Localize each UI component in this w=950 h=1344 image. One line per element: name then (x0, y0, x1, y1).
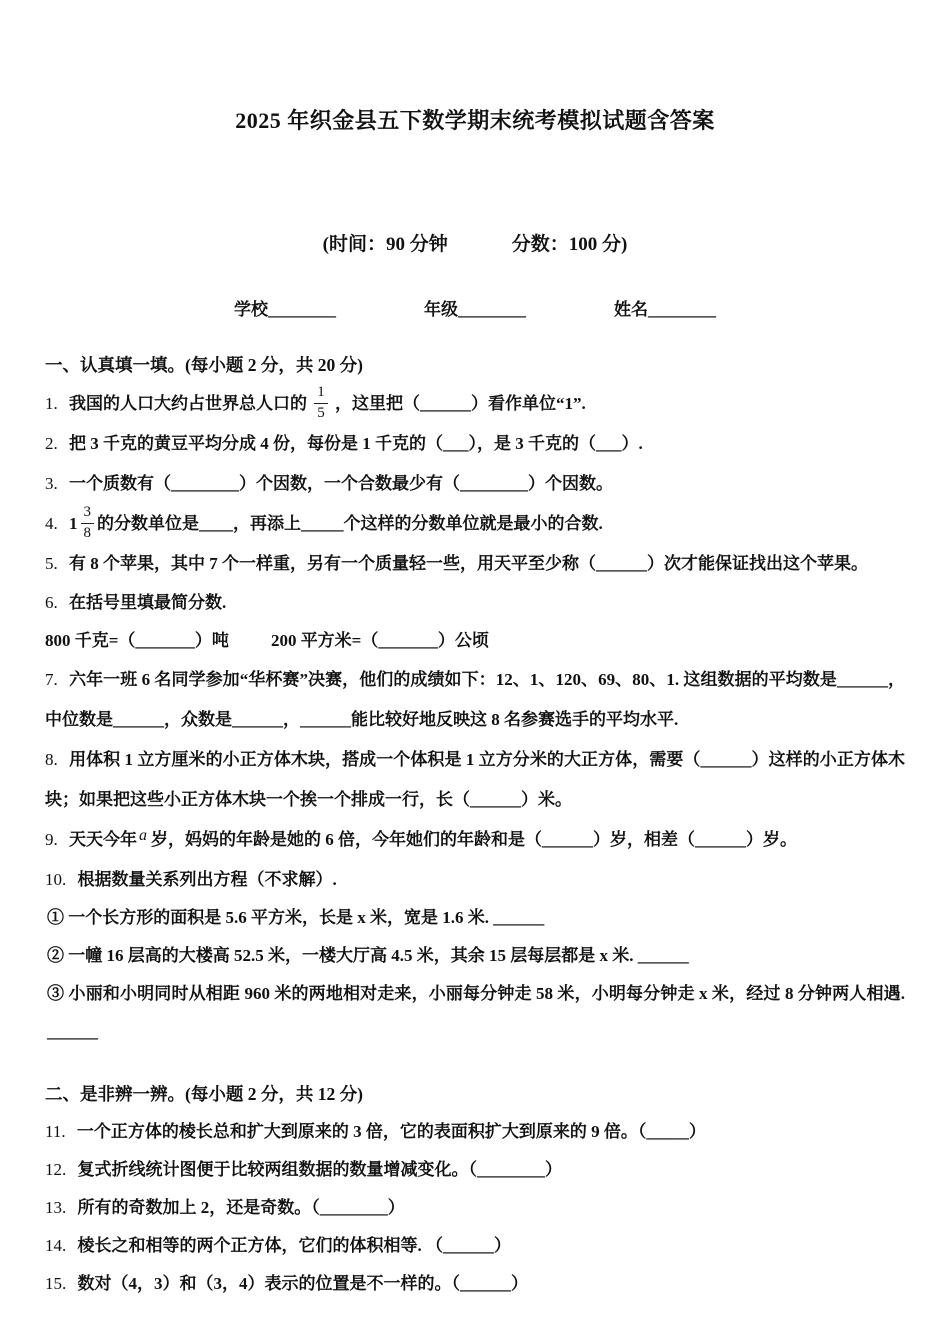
question-9 (45, 820, 905, 861)
question-6 (45, 584, 905, 622)
question-text: 棱长之和相等的两个正方体，它们的体积相等. （______） (77, 1236, 511, 1255)
time-info: (时间：90 分钟 (322, 234, 448, 255)
question-text: 复式折线统计图便于比较两组数据的数量增减变化。（________） (77, 1160, 562, 1179)
question-number: 12. (45, 1160, 67, 1179)
question-8 (45, 740, 905, 820)
question-15 (45, 1265, 905, 1303)
question-text: 数对（4，3）和（3，4）表示的位置是不一样的。（______） (77, 1274, 528, 1293)
question-5 (45, 544, 905, 584)
question-text: 用体积 1 立方厘米的小正方体木块，搭成一个体积是 1 立方分米的大正方体，需要（______）这样的小正方体木块；如果把这些小正方体木块一个挨一个排成一行，长（______）米。 (45, 750, 905, 809)
question-11 (45, 1113, 905, 1151)
question-number: 11. (45, 1122, 66, 1141)
question-12 (45, 1151, 905, 1189)
fraction-denominator: 5 (317, 404, 325, 421)
question-number: 3. (45, 474, 58, 493)
variable-a: a (139, 827, 147, 844)
fraction-three-eighths (81, 504, 95, 542)
fraction-denominator: 8 (83, 524, 91, 541)
question-number: 2. (45, 434, 58, 453)
mixed-number-whole: 1 (69, 514, 78, 533)
grade-field: 年级________ (424, 300, 526, 319)
school-field: 学校________ (234, 300, 336, 319)
exam-meta (45, 232, 905, 258)
question-4 (45, 504, 905, 544)
question-7 (45, 660, 905, 740)
question-text: 所有的奇数加上 2，还是奇数。（________） (77, 1198, 405, 1217)
question-text: 的分数单位是____，再添上_____个这样的分数单位就是最小的合数. (97, 514, 603, 533)
question-10-sub-2: ② 一幢 16 层高的大楼高 52.5 米，一楼大厅高 4.5 米，其余 15 层每层都是 x 米. ______ (47, 946, 689, 965)
question-number: 7. (45, 670, 58, 689)
question-2 (45, 424, 905, 464)
question-text: 六年一班 6 名同学参加“华杯赛”决赛，他们的成绩如下：12、1、120、69、80、1. 这组数据的平均数是______，中位数是______，众数是______，______能比较好地反映这 8 名参赛选手的平均水平. (45, 670, 905, 729)
question-text: 一个正方体的棱长总和扩大到原来的 3 倍，它的表面积扩大到原来的 9 倍。（_____） (76, 1122, 706, 1141)
question-text: 天天今年 (69, 830, 137, 849)
question-number: 1. (45, 394, 58, 413)
question-10-sub-1: ① 一个长方形的面积是 5.6 平方米，长是 x 米，宽是 1.6 米. ______ (47, 908, 545, 927)
question-number: 9. (45, 830, 58, 849)
section-2-heading: 二、是非辨一辨。(每小题 2 分，共 12 分) (45, 1084, 363, 1104)
question-text: 根据数量关系列出方程（不求解）. (77, 870, 337, 889)
question-number: 13. (45, 1198, 67, 1217)
question-14 (45, 1227, 905, 1265)
score-info: 分数：100 分) (511, 234, 628, 255)
question-text: 我国的人口大约占世界总人口的 (69, 394, 307, 413)
question-text: 把 3 千克的黄豆平均分成 4 份，每份是 1 千克的（___），是 3 千克的（___）. (69, 434, 643, 453)
fraction-numerator: 3 (81, 504, 95, 523)
question-text: 在括号里填最简分数. (69, 593, 227, 612)
conversion-sqm-to-hectare: 200 平方米=（_______）公顷 (270, 631, 489, 650)
question-number: 6. (45, 593, 58, 612)
question-text: 一个质数有（________）个因数，一个合数最少有（________）个因数。 (69, 474, 613, 493)
question-10 (45, 861, 905, 899)
question-number: 5. (45, 554, 58, 573)
question-text: 岁，妈妈的年龄是她的 6 倍，今年她们的年龄和是（______）岁，相差（______）岁。 (151, 830, 797, 849)
question-10-sub-3: ③ 小丽和小明同时从相距 960 米的两地相对走来，小丽每分钟走 58 米，小明每分钟走 x 米，经过 8 分钟两人相遇. ______ (47, 984, 905, 1041)
question-text: ，这里把（______）看作单位“1”. (335, 394, 586, 413)
question-number: 15. (45, 1274, 67, 1293)
name-field: 姓名________ (614, 300, 716, 319)
question-number: 4. (45, 514, 58, 533)
question-1 (45, 384, 905, 424)
question-13 (45, 1189, 905, 1227)
fraction-numerator: 1 (314, 384, 328, 403)
section-1-heading: 一、认真填一填。(每小题 2 分，共 20 分) (45, 355, 363, 375)
question-number: 14. (45, 1236, 67, 1255)
question-3 (45, 464, 905, 504)
conversion-kg-to-ton: 800 千克=（_______）吨 (45, 631, 229, 650)
student-info-fields (45, 298, 905, 322)
question-6-conversion-line (45, 622, 905, 660)
page-title: 2025 年织金县五下数学期末统考模拟试题含答案 (235, 108, 715, 133)
fraction-one-fifth (314, 384, 328, 422)
question-text: 有 8 个苹果，其中 7 个一样重，另有一个质量轻一些，用天平至少称（______）次才能保证找出这个苹果。 (69, 554, 868, 573)
question-number: 8. (45, 750, 58, 769)
question-number: 10. (45, 870, 67, 889)
